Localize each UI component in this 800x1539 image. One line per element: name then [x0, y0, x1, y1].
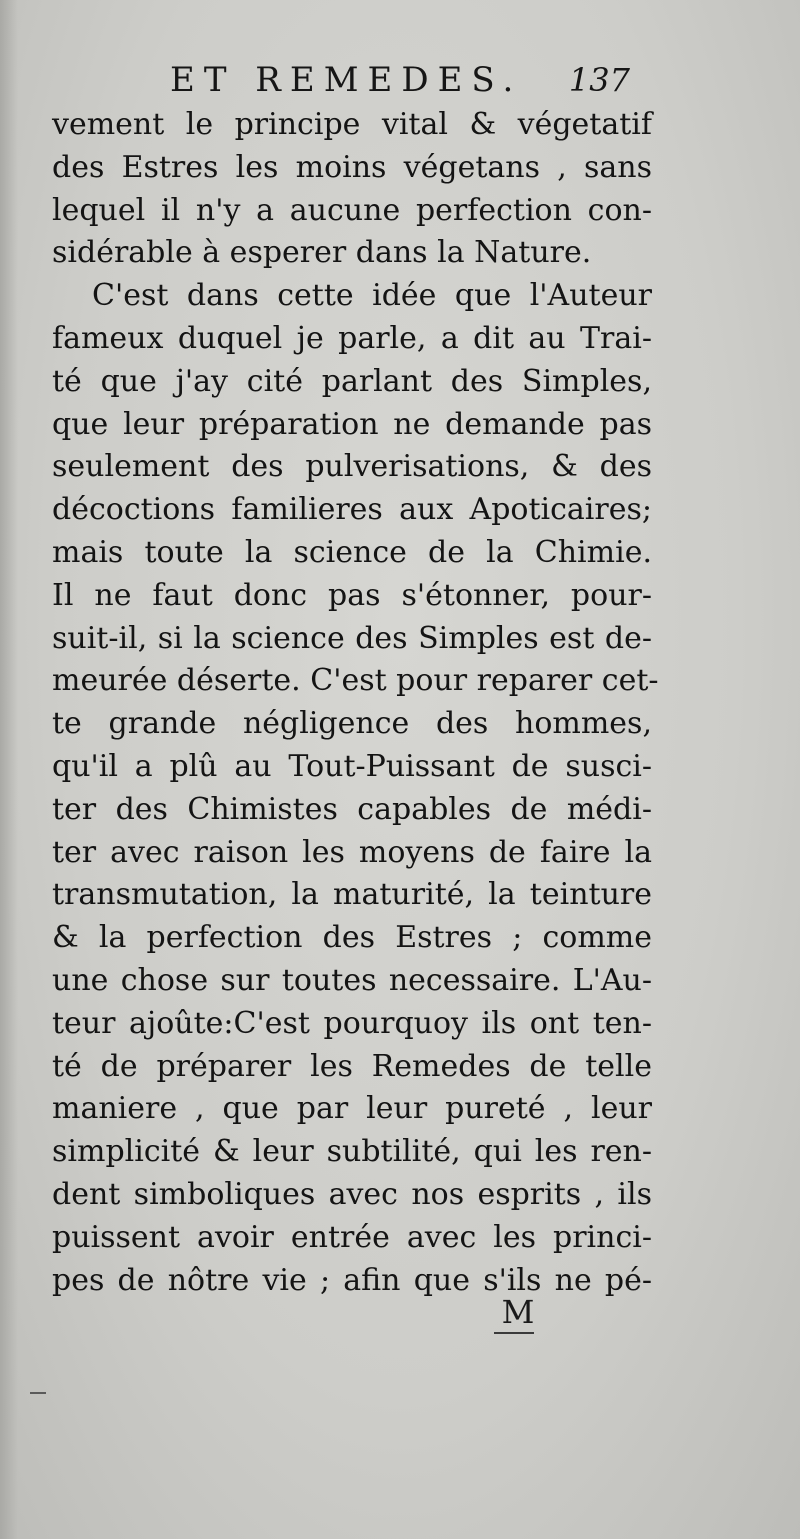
paragraph-start-line: C'est dans cette idée que l'Auteur — [92, 278, 652, 314]
text-line: seulement des pulverisations, & des — [52, 449, 652, 485]
text-line: des Estres les moins végetans , sans — [52, 149, 652, 185]
text-line: lequel il n'y a aucune perfection con- — [52, 192, 652, 228]
text-line: te grande négligence des hommes, — [52, 706, 652, 742]
text-line: & la perfection des Estres ; comme — [52, 920, 652, 956]
signature-mark: M — [501, 1293, 535, 1331]
text-line: transmutation, la maturité, la teinture — [52, 877, 652, 913]
text-line: simplicité & leur subtilité, qui les ren- — [52, 1134, 652, 1170]
text-line: suit-il, si la science des Simples est de- — [52, 620, 652, 656]
text-line: maniere , que par leur pureté , leur — [52, 1091, 652, 1127]
text-line: dent simboliques avec nos esprits , ils — [52, 1176, 652, 1212]
text-line: mais toute la science de la Chimie. — [52, 534, 652, 570]
text-line: Il ne faut donc pas s'étonner, pour- — [52, 577, 652, 613]
text-line: pes de nôtre vie ; afin que s'ils ne pé- — [52, 1262, 652, 1298]
text-line: une chose sur toutes necessaire. L'Au- — [52, 962, 652, 998]
text-line: que leur préparation ne demande pas — [52, 406, 652, 442]
text-line: vement le principe vital & végetatif — [52, 107, 652, 142]
text-line: té de préparer les Remedes de telle — [52, 1048, 652, 1084]
gutter-shadow — [0, 0, 18, 1539]
text-line: qu'il a plû au Tout-Puissant de susci- — [52, 748, 652, 784]
text-line: teur ajoûte:C'est pourquoy ils ont ten- — [52, 1005, 652, 1041]
margin-mark — [30, 1392, 46, 1394]
running-head — [0, 58, 800, 102]
text-line: meurée déserte. C'est pour reparer cet- — [52, 663, 659, 699]
page-number: 137 — [568, 61, 630, 99]
text-line: ter avec raison les moyens de faire la — [52, 834, 652, 870]
text-line: décoctions familieres aux Apoticaires; — [52, 492, 652, 528]
text-line: puissent avoir entrée avec les princi- — [52, 1219, 652, 1255]
text-line: fameux duquel je parle, a dit au Trai- — [52, 320, 652, 356]
signature-underline — [494, 1332, 534, 1334]
text-line: ter des Chimistes capables de médi- — [52, 791, 652, 827]
text-line: sidérable à esperer dans la Nature. — [52, 235, 592, 271]
running-title: ET REMEDES. — [170, 60, 523, 100]
text-line: té que j'ay cité parlant des Simples, — [52, 363, 652, 399]
body-text — [52, 104, 659, 1302]
